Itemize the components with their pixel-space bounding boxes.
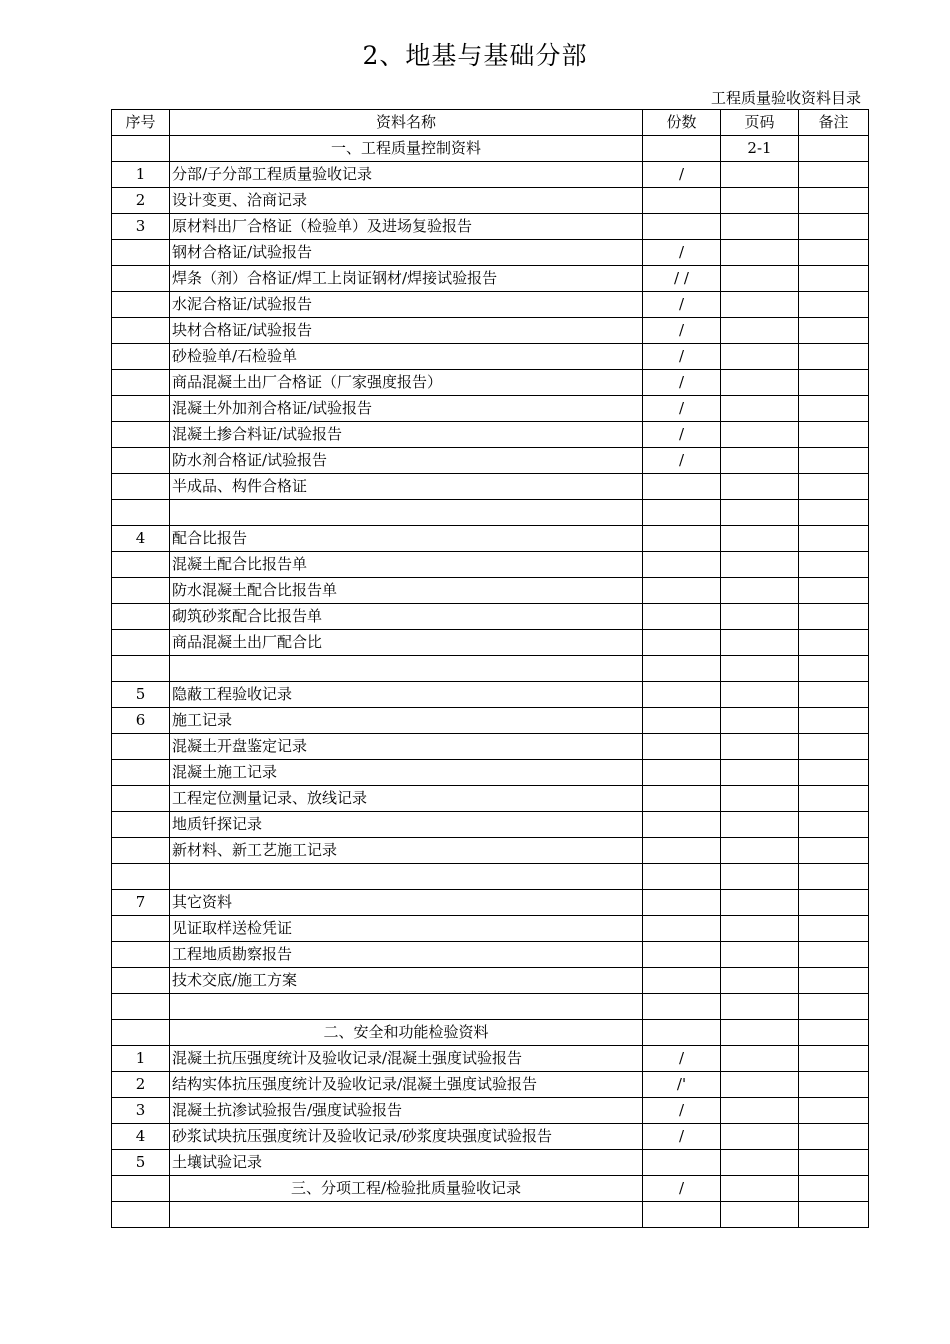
cell-copies: / / — [643, 266, 721, 292]
cell-no — [112, 630, 170, 656]
page-subtitle: 工程质量验收资料目录 — [710, 89, 861, 107]
cell-name: 地质钎探记录 — [170, 812, 643, 838]
section-row — [112, 1020, 869, 1046]
cell-page — [721, 1202, 799, 1228]
cell-remarks — [799, 214, 869, 240]
cell-no — [112, 448, 170, 474]
cell-remarks — [799, 838, 869, 864]
table-row — [112, 1150, 869, 1176]
cell-name: 分部/子分部工程质量验收记录 — [170, 162, 643, 188]
section-title: 二、安全和功能检验资料 — [170, 1020, 643, 1046]
cell-page — [721, 994, 799, 1020]
table-row — [112, 994, 869, 1020]
cell-name — [170, 1202, 643, 1228]
cell-remarks — [799, 864, 869, 890]
table-row — [112, 682, 869, 708]
cell-no: 1 — [112, 1046, 170, 1072]
cell-page — [721, 162, 799, 188]
cell-remarks — [799, 760, 869, 786]
cell-page — [721, 422, 799, 448]
cell-no — [112, 838, 170, 864]
cell-copies — [643, 136, 721, 162]
cell-remarks — [799, 578, 869, 604]
table-header-row — [112, 110, 869, 136]
cell-copies — [643, 1150, 721, 1176]
cell-page — [721, 370, 799, 396]
cell-name: 防水混凝土配合比报告单 — [170, 578, 643, 604]
cell-remarks — [799, 474, 869, 500]
cell-name: 设计变更、洽商记录 — [170, 188, 643, 214]
table-row — [112, 318, 869, 344]
cell-no — [112, 968, 170, 994]
cell-name — [170, 656, 643, 682]
cell-page — [721, 1072, 799, 1098]
cell-copies: / — [643, 396, 721, 422]
cell-name: 土壤试验记录 — [170, 1150, 643, 1176]
cell-page — [721, 188, 799, 214]
cell-name: 其它资料 — [170, 890, 643, 916]
cell-page: 2-1 — [721, 136, 799, 162]
cell-page — [721, 630, 799, 656]
cell-no — [112, 318, 170, 344]
cell-page — [721, 448, 799, 474]
cell-copies — [643, 838, 721, 864]
cell-remarks — [799, 1124, 869, 1150]
cell-copies — [643, 500, 721, 526]
table-row — [112, 526, 869, 552]
section-title: 三、分项工程/检验批质量验收记录 — [170, 1176, 643, 1202]
cell-name: 钢材合格证/试验报告 — [170, 240, 643, 266]
cell-copies — [643, 682, 721, 708]
cell-name — [170, 994, 643, 1020]
table-row — [112, 1202, 869, 1228]
cell-page — [721, 292, 799, 318]
table-row — [112, 734, 869, 760]
cell-copies — [643, 1202, 721, 1228]
cell-page — [721, 578, 799, 604]
cell-page — [721, 526, 799, 552]
cell-remarks — [799, 708, 869, 734]
table-row — [112, 370, 869, 396]
cell-name: 混凝土抗渗试验报告/强度试验报告 — [170, 1098, 643, 1124]
cell-remarks — [799, 448, 869, 474]
cell-remarks — [799, 812, 869, 838]
cell-copies — [643, 760, 721, 786]
cell-name: 砂检验单/石检验单 — [170, 344, 643, 370]
table-row — [112, 344, 869, 370]
cell-page — [721, 864, 799, 890]
cell-no: 1 — [112, 162, 170, 188]
cell-copies — [643, 708, 721, 734]
table-row — [112, 1098, 869, 1124]
cell-no: 2 — [112, 188, 170, 214]
cell-copies — [643, 942, 721, 968]
cell-name: 配合比报告 — [170, 526, 643, 552]
cell-name: 混凝土掺合料证/试验报告 — [170, 422, 643, 448]
cell-name: 防水剂合格证/试验报告 — [170, 448, 643, 474]
cell-name: 半成品、构件合格证 — [170, 474, 643, 500]
cell-remarks — [799, 318, 869, 344]
cell-name: 混凝土外加剂合格证/试验报告 — [170, 396, 643, 422]
cell-copies — [643, 656, 721, 682]
cell-no: 5 — [112, 1150, 170, 1176]
cell-copies — [643, 214, 721, 240]
cell-copies — [643, 578, 721, 604]
cell-no — [112, 344, 170, 370]
cell-no: 3 — [112, 1098, 170, 1124]
cell-copies: / — [643, 344, 721, 370]
cell-no — [112, 786, 170, 812]
table-row — [112, 1046, 869, 1072]
cell-page — [721, 682, 799, 708]
cell-name: 施工记录 — [170, 708, 643, 734]
cell-name — [170, 500, 643, 526]
table-row — [112, 1124, 869, 1150]
table-row — [112, 890, 869, 916]
cell-page — [721, 240, 799, 266]
cell-page — [721, 942, 799, 968]
cell-remarks — [799, 266, 869, 292]
cell-name: 焊条（剂）合格证/焊工上岗证钢材/焊接试验报告 — [170, 266, 643, 292]
table-row — [112, 760, 869, 786]
cell-no — [112, 916, 170, 942]
cell-page — [721, 474, 799, 500]
cell-copies: / — [643, 1124, 721, 1150]
table-row — [112, 916, 869, 942]
cell-name: 混凝土开盘鉴定记录 — [170, 734, 643, 760]
table-row — [112, 188, 869, 214]
table-row — [112, 786, 869, 812]
table-row — [112, 838, 869, 864]
cell-copies — [643, 864, 721, 890]
cell-no — [112, 812, 170, 838]
cell-remarks — [799, 1072, 869, 1098]
cell-no — [112, 474, 170, 500]
cell-name: 水泥合格证/试验报告 — [170, 292, 643, 318]
cell-copies: / — [643, 292, 721, 318]
cell-name: 隐蔽工程验收记录 — [170, 682, 643, 708]
cell-page — [721, 214, 799, 240]
cell-name: 技术交底/施工方案 — [170, 968, 643, 994]
cell-name: 混凝土施工记录 — [170, 760, 643, 786]
cell-no: 3 — [112, 214, 170, 240]
cell-name: 块材合格证/试验报告 — [170, 318, 643, 344]
table-row — [112, 422, 869, 448]
cell-copies: / — [643, 1098, 721, 1124]
cell-name: 工程定位测量记录、放线记录 — [170, 786, 643, 812]
cell-remarks — [799, 1202, 869, 1228]
cell-remarks — [799, 526, 869, 552]
section-row — [112, 1176, 869, 1202]
cell-remarks — [799, 994, 869, 1020]
cell-remarks — [799, 1046, 869, 1072]
header-name: 资料名称 — [170, 110, 643, 136]
cell-page — [721, 1046, 799, 1072]
header-page: 页码 — [721, 110, 799, 136]
cell-page — [721, 266, 799, 292]
cell-copies — [643, 916, 721, 942]
cell-no: 7 — [112, 890, 170, 916]
cell-copies: / — [643, 1176, 721, 1202]
cell-remarks — [799, 500, 869, 526]
cell-page — [721, 656, 799, 682]
table-row — [112, 240, 869, 266]
cell-page — [721, 552, 799, 578]
cell-name: 新材料、新工艺施工记录 — [170, 838, 643, 864]
cell-no — [112, 864, 170, 890]
page-title: 2、地基与基础分部 — [362, 41, 588, 70]
cell-copies — [643, 812, 721, 838]
cell-no — [112, 942, 170, 968]
cell-copies — [643, 630, 721, 656]
cell-name: 混凝土抗压强度统计及验收记录/混凝土强度试验报告 — [170, 1046, 643, 1072]
cell-page — [721, 916, 799, 942]
cell-copies: / — [643, 422, 721, 448]
cell-page — [721, 734, 799, 760]
cell-remarks — [799, 682, 869, 708]
cell-name: 砌筑砂浆配合比报告单 — [170, 604, 643, 630]
table-row — [112, 1072, 869, 1098]
table-row — [112, 552, 869, 578]
table-row — [112, 162, 869, 188]
table-row — [112, 708, 869, 734]
cell-no — [112, 1020, 170, 1046]
cell-page — [721, 838, 799, 864]
cell-copies — [643, 604, 721, 630]
cell-no — [112, 1202, 170, 1228]
table-row — [112, 968, 869, 994]
cell-no — [112, 292, 170, 318]
cell-no — [112, 500, 170, 526]
section-title: 一、工程质量控制资料 — [170, 136, 643, 162]
cell-remarks — [799, 344, 869, 370]
cell-name: 砂浆试块抗压强度统计及验收记录/砂浆度块强度试验报告 — [170, 1124, 643, 1150]
cell-page — [721, 786, 799, 812]
cell-remarks — [799, 890, 869, 916]
cell-copies — [643, 1020, 721, 1046]
table-row — [112, 578, 869, 604]
cell-page — [721, 1176, 799, 1202]
header-no: 序号 — [112, 110, 170, 136]
cell-name — [170, 864, 643, 890]
cell-name: 商品混凝土出厂配合比 — [170, 630, 643, 656]
cell-no — [112, 240, 170, 266]
cell-remarks — [799, 968, 869, 994]
cell-remarks — [799, 786, 869, 812]
cell-remarks — [799, 370, 869, 396]
cell-copies: /' — [643, 1072, 721, 1098]
catalog-table — [111, 109, 869, 1228]
cell-copies: / — [643, 448, 721, 474]
cell-no — [112, 136, 170, 162]
cell-name: 混凝土配合比报告单 — [170, 552, 643, 578]
cell-remarks — [799, 188, 869, 214]
cell-page — [721, 344, 799, 370]
table-row — [112, 448, 869, 474]
cell-copies: / — [643, 1046, 721, 1072]
cell-remarks — [799, 1098, 869, 1124]
cell-no — [112, 656, 170, 682]
cell-remarks — [799, 734, 869, 760]
cell-remarks — [799, 656, 869, 682]
cell-remarks — [799, 552, 869, 578]
table-row — [112, 266, 869, 292]
cell-remarks — [799, 292, 869, 318]
table-row — [112, 812, 869, 838]
cell-no: 2 — [112, 1072, 170, 1098]
cell-remarks — [799, 916, 869, 942]
cell-copies — [643, 890, 721, 916]
cell-no — [112, 370, 170, 396]
table-row — [112, 630, 869, 656]
cell-page — [721, 396, 799, 422]
cell-no — [112, 734, 170, 760]
cell-remarks — [799, 162, 869, 188]
cell-name: 见证取样送检凭证 — [170, 916, 643, 942]
cell-page — [721, 890, 799, 916]
cell-page — [721, 1150, 799, 1176]
cell-no — [112, 1176, 170, 1202]
cell-page — [721, 1098, 799, 1124]
cell-no — [112, 760, 170, 786]
cell-name: 商品混凝土出厂合格证（厂家强度报告） — [170, 370, 643, 396]
cell-name: 结构实体抗压强度统计及验收记录/混凝土强度试验报告 — [170, 1072, 643, 1098]
table-row — [112, 214, 869, 240]
cell-copies — [643, 474, 721, 500]
cell-no: 6 — [112, 708, 170, 734]
cell-page — [721, 500, 799, 526]
cell-no — [112, 994, 170, 1020]
cell-page — [721, 812, 799, 838]
table-row — [112, 656, 869, 682]
cell-copies: / — [643, 240, 721, 266]
cell-page — [721, 760, 799, 786]
cell-name: 原材料出厂合格证（检验单）及进场复验报告 — [170, 214, 643, 240]
cell-name: 工程地质勘察报告 — [170, 942, 643, 968]
cell-page — [721, 1124, 799, 1150]
section-row — [112, 136, 869, 162]
cell-copies — [643, 188, 721, 214]
table-row — [112, 396, 869, 422]
cell-copies — [643, 552, 721, 578]
cell-remarks — [799, 630, 869, 656]
cell-no: 4 — [112, 526, 170, 552]
table-row — [112, 942, 869, 968]
cell-no — [112, 266, 170, 292]
cell-remarks — [799, 240, 869, 266]
cell-page — [721, 604, 799, 630]
cell-copies: / — [643, 162, 721, 188]
cell-no — [112, 604, 170, 630]
cell-remarks — [799, 1176, 869, 1202]
cell-copies — [643, 968, 721, 994]
cell-page — [721, 318, 799, 344]
table-row — [112, 604, 869, 630]
cell-page — [721, 968, 799, 994]
cell-copies: / — [643, 370, 721, 396]
cell-no: 5 — [112, 682, 170, 708]
header-remarks: 备注 — [799, 110, 869, 136]
cell-page — [721, 708, 799, 734]
cell-copies — [643, 734, 721, 760]
cell-remarks — [799, 1150, 869, 1176]
table-row — [112, 500, 869, 526]
cell-no — [112, 578, 170, 604]
table-row — [112, 864, 869, 890]
cell-copies — [643, 526, 721, 552]
cell-copies — [643, 994, 721, 1020]
cell-remarks — [799, 396, 869, 422]
cell-no: 4 — [112, 1124, 170, 1150]
table-row — [112, 474, 869, 500]
cell-no — [112, 396, 170, 422]
cell-remarks — [799, 604, 869, 630]
cell-page — [721, 1020, 799, 1046]
cell-remarks — [799, 1020, 869, 1046]
cell-remarks — [799, 422, 869, 448]
header-copies: 份数 — [643, 110, 721, 136]
cell-copies — [643, 786, 721, 812]
cell-copies: / — [643, 318, 721, 344]
cell-remarks — [799, 942, 869, 968]
cell-no — [112, 552, 170, 578]
cell-no — [112, 422, 170, 448]
table-row — [112, 292, 869, 318]
table-body — [112, 136, 869, 1228]
cell-remarks — [799, 136, 869, 162]
